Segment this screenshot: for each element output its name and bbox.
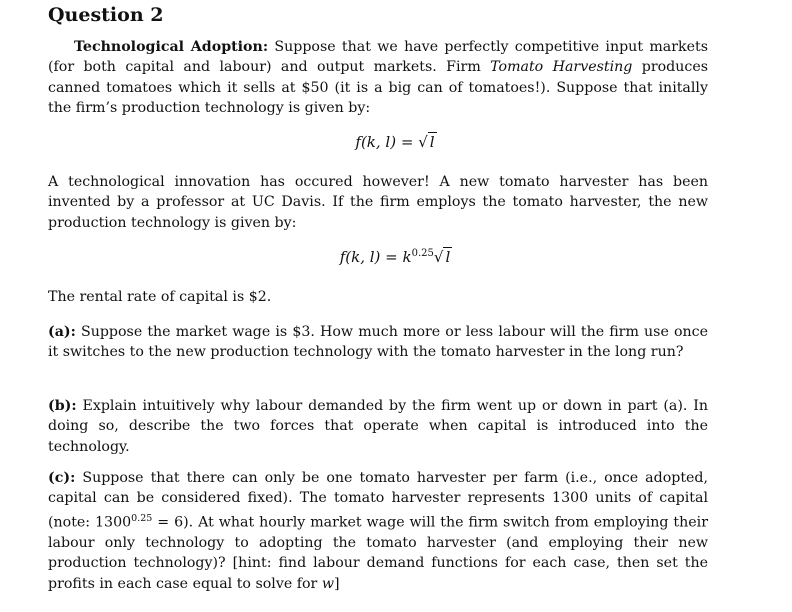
innovation-paragraph: A technological innovation has occured however! A new tomato harvester has been invented by a professor at UC Davis. If the firm employs the tomato harvester, the new production technology is given by:: [48, 174, 708, 231]
question-heading: Question 2: [48, 4, 164, 26]
part-a-paragraph: [48, 322, 708, 363]
sqrt-symbol: √ l: [433, 248, 451, 266]
intro-text-after-firm: produces canned tomatoes which it sells at $50 (it is a big can of tomatoes!). Suppose that initally the firm’s production technology is given by:: [48, 59, 708, 117]
intro-text-before-firm: Suppose that we have perfectly competitive input markets (for both capital and labour) and output markets. Firm: [48, 39, 708, 76]
part-b-text: Explain intuitively why labour demanded by the firm went up or down in part (a). In doing so, describe the two forces that operate when capital is introduced into the technology.: [48, 398, 708, 455]
eq1-radicand: l: [429, 133, 435, 151]
part-b-label: (b):: [48, 398, 77, 414]
part-a-text: Suppose the market wage is $3. How much more or less labour will the firm use once it switches to the new production technology with the tomato harvester in the long run?: [48, 324, 708, 361]
sqrt-symbol: √ l: [418, 133, 435, 151]
intro-paragraph: [48, 37, 708, 119]
part-b-paragraph: [48, 396, 708, 457]
part-c-text-before-note: Suppose that there can only be one tomato harvester per farm (i.e., once adopted, capital can be considered fixed). The tomato harvester represents 1300 units of capital (note: 1300: [48, 470, 709, 531]
equation-new-technology: [0, 248, 792, 266]
equation-initial-technology: [0, 133, 792, 151]
eq2-exponent: 0.25: [411, 248, 434, 259]
eq2-lhs: f(k, l) = k: [339, 248, 412, 266]
part-c-closing: ]: [334, 575, 340, 592]
part-a-label: (a):: [48, 324, 76, 340]
eq1-lhs: f(k, l) =: [355, 133, 419, 151]
part-c-note-exponent: 0.25: [131, 512, 153, 524]
firm-name: Tomato Harvesting: [490, 59, 633, 76]
part-c-paragraph: [48, 468, 708, 594]
part-c-wage-variable: w: [321, 575, 334, 592]
rental-rate-text: The rental rate of capital is $2.: [48, 289, 272, 305]
intro-label: Technological Adoption:: [74, 39, 269, 55]
part-c-text-after-note: = 6). At what hourly market wage will the firm switch from employing their labour only technology to adopting the tomato harvester (and employing their new production technology)? [hint: find labour demand functions for each case, then set the profits in each case equal to solve for: [48, 514, 708, 592]
eq2-radicand: l: [445, 248, 451, 266]
part-c-label: (c):: [48, 470, 76, 486]
